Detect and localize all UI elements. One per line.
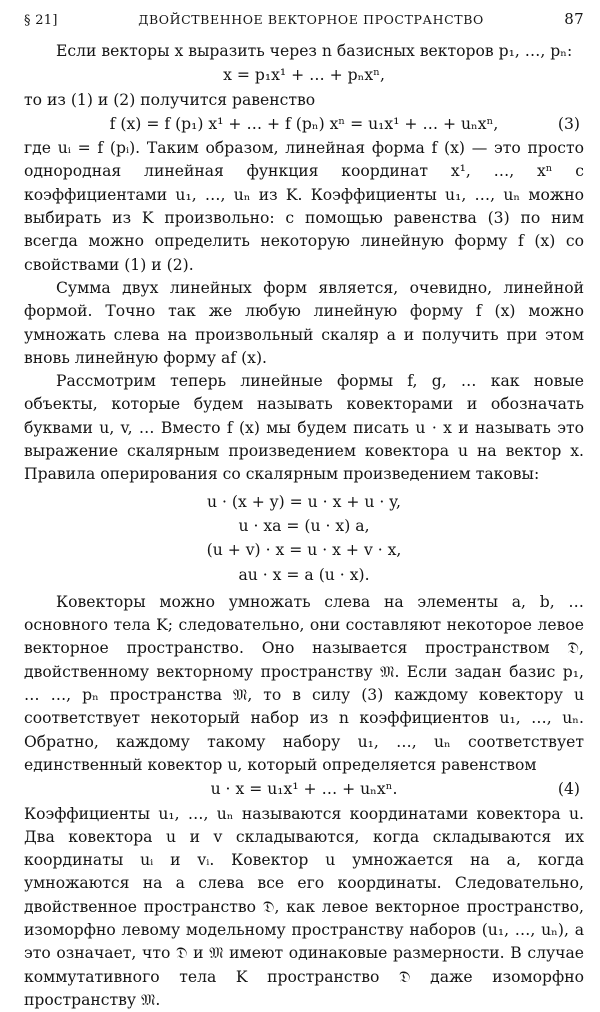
paragraph-linear-form: где uᵢ = f (pᵢ). Таким образом, линейная форма f (x) — это просто однородная линейная функция координат x¹, …, xⁿ с коэффициентами u₁, …, uₙ из K. Коэффициенты u₁, …, uₙ можно выбирать из K произвольно: с помощью равенства (3) по ним всегда можно определить некоторую линейную форму f (x) со свойствами (1) и (2).	[24, 137, 584, 277]
rule-line: u · (x + y) = u · x + u · y,	[24, 491, 584, 514]
equation-text: u · x = u₁x¹ + … + uₙxⁿ.	[211, 780, 398, 798]
paragraph-coordinates: Коэффициенты u₁, …, uₙ называются координатами ковектора u. Два ковектора u и v складываются, когда складываются их координаты uᵢ и vᵢ. Ковектор u умножается на a, когда умножаются на a слева все его координаты. Следовательно, двойственное пространство 𝔇, как левое векторное пространство, изоморфно левому модельному пространству наборов (u₁, …, uₙ), а это означает, что 𝔇 и 𝔐 имеют одинаковые размерности. В случае коммутативного тела K пространство 𝔇 даже изоморфно пространству 𝔐.	[24, 803, 584, 1012]
equation-text: f (x) = f (p₁) x¹ + … + f (pₙ) xⁿ = u₁x¹ + … + uₙxⁿ,	[110, 115, 499, 133]
rule-line: u · xa = (u · x) a,	[24, 515, 584, 538]
rule-line: (u + v) · x = u · x + v · x,	[24, 539, 584, 562]
equation-3	[24, 113, 584, 136]
running-header	[24, 10, 584, 40]
page-number: 87	[564, 10, 584, 28]
equation-vector-expansion	[24, 64, 584, 87]
rule-line: au · x = a (u · x).	[24, 564, 584, 587]
equation-number: (4)	[558, 778, 580, 801]
paragraph-covectors: Рассмотрим теперь линейные формы f, g, … как новые объекты, которые будем называть ковекторами и обозначать буквами u, v, … Вместо f (x) мы будем писать u · x и называть это выражение скалярным произведением ковектора u на вектор x. Правила оперирования со скалярным произведением таковы:	[24, 370, 584, 486]
running-title: ДВОЙСТВЕННОЕ ВЕКТОРНОЕ ПРОСТРАНСТВО	[138, 12, 484, 27]
equation-number: (3)	[558, 113, 580, 136]
equation-4	[24, 778, 584, 801]
paragraph-then: то из (1) и (2) получится равенство	[24, 89, 584, 112]
page-body	[24, 40, 584, 1012]
scalar-product-rules	[24, 491, 584, 587]
paragraph-sum-of-forms: Сумма двух линейных форм является, очевидно, линейной формой. Точно так же любую линейную форму f (x) можно умножать слева на произвольный скаляр a и получить при этом вновь линейную форму af (x).	[24, 277, 584, 370]
equation-text: x = p₁x¹ + … + pₙxⁿ,	[223, 66, 385, 84]
paragraph-basis-expansion: Если векторы x выразить через n базисных векторов p₁, …, pₙ:	[24, 40, 584, 63]
section-number: § 21]	[24, 13, 58, 28]
paragraph-dual-space: Ковекторы можно умножать слева на элементы a, b, … основного тела K; следовательно, они составляют некоторое левое векторное пространство. Оно называется пространством 𝔇, двойственному векторному пространству 𝔐. Если задан базис p₁, … …, pₙ пространства 𝔐, то в силу (3) каждому ковектору u соответствует некоторый набор из n коэффициентов u₁, …, uₙ. Обратно, каждому такому набору u₁, …, uₙ соответствует единственный ковектор u, который определяется равенством	[24, 591, 584, 777]
